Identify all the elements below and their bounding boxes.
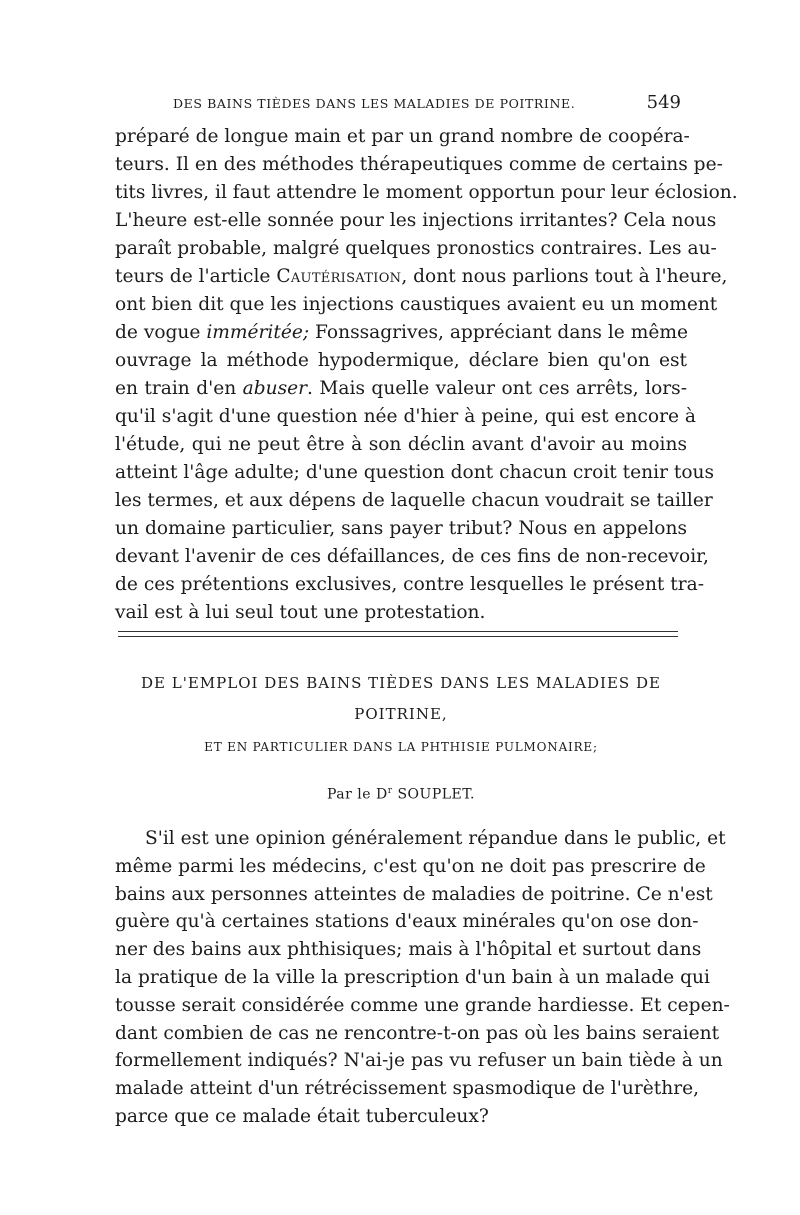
text-line: [115, 263, 728, 291]
text-segment: . Mais quelle valeur ont ces arrêts, lors-: [307, 378, 688, 399]
text-segment: en train d'en: [115, 378, 243, 399]
small-caps-term: Cautérisation: [276, 266, 402, 287]
text-line: de ces prétentions exclusives, contre lesquelles le présent tra-: [115, 574, 705, 595]
text-line: guère qu'à certaines stations d'eaux minérales qu'on ose don-: [115, 911, 699, 933]
text-line: un domaine particulier, sans payer tribut? Nous en appelons: [115, 518, 687, 539]
text-line: préparé de longue main et par un grand nombre de coopéra-: [115, 126, 690, 147]
text-line: formellement indiqués? N'ai-je pas vu refuser un bain tiède à un: [115, 1050, 723, 1072]
text-line: même parmi les médecins, c'est qu'on ne doit pas prescrire de: [115, 855, 706, 877]
byline-prefix: Par le D: [326, 786, 388, 803]
author-name: SOUPLET.: [392, 786, 475, 803]
text-line: devant l'avenir de ces défaillances, de ces fins de non-recevoir,: [115, 546, 709, 567]
italic-term: abuser: [242, 378, 308, 399]
text-line: tousse serait considérée comme une grande hardiesse. Et cepen-: [115, 994, 730, 1016]
author-byline: [115, 786, 687, 803]
text-line: qu'il s'agit d'une question née d'hier à peine, qui est encore à: [115, 406, 696, 427]
text-segment: Fonssagrives, appréciant dans le même: [309, 322, 688, 343]
text-segment: de vogue: [115, 322, 207, 343]
byline-superscript: r: [387, 786, 393, 796]
text-line: dant combien de cas ne rencontre-t-on pas où les bains seraient: [115, 1022, 720, 1044]
text-line: ont bien dit que les injections caustiques avaient eu un moment: [115, 294, 718, 315]
section-rule: [118, 631, 678, 632]
running-title: DES BAINS TIÈDES DANS LES MALADIES DE POITRINE.: [173, 96, 576, 111]
text-line: l'étude, qui ne peut être à son déclin avant d'avoir au moins: [115, 434, 687, 455]
text-line: teurs. Il en des méthodes thérapeutiques comme de certains pe-: [115, 154, 723, 175]
text-line: atteint l'âge adulte; d'une question dont chacun croit tenir tous: [115, 462, 715, 483]
article-title-line: DE L'EMPLOI DES BAINS TIÈDES DANS LES MALADIES DE: [141, 674, 661, 692]
running-head: [115, 92, 685, 116]
article-title: [115, 668, 687, 730]
text-segment: , dont nous parlions tout à l'heure,: [401, 266, 728, 287]
text-line: les termes, et aux dépens de laquelle chacun voudrait se tailler: [115, 490, 713, 511]
text-line: tits livres, il faut attendre le moment opportun pour leur éclosion.: [115, 182, 738, 203]
text-line: S'il est une opinion généralement répandue dans le public, et: [145, 828, 726, 849]
text-line: [115, 319, 687, 347]
article-paragraph: [115, 825, 730, 1131]
text-line: malade atteint d'un rétrécissement spasmodique de l'urèthre,: [115, 1078, 700, 1100]
text-line: vail est à lui seul tout une protestation.: [115, 602, 486, 623]
text-line: ner des bains aux phthisiques; mais à l'hôpital et surtout dans: [115, 939, 702, 961]
text-line: paraît probable, malgré quelques pronostics contraires. Les au-: [115, 238, 717, 259]
article-subtitle: ET EN PARTICULIER DANS LA PHTHISIE PULMONAIRE;: [204, 740, 598, 754]
text-line: parce que ce malade était tuberculeux?: [115, 1105, 489, 1127]
page-number: 549: [646, 92, 681, 113]
article-title-line: POITRINE,: [354, 705, 448, 723]
text-line: [115, 375, 687, 403]
text-segment: teurs de l'article: [115, 266, 277, 287]
paragraph-continuation: [115, 123, 738, 627]
text-line: L'heure est-elle sonnée pour les injections irritantes? Cela nous: [115, 210, 717, 231]
text-line: la pratique de la ville la prescription d'un bain à un malade qui: [115, 966, 710, 988]
section-rule: [118, 636, 678, 637]
text-line: ouvrage la méthode hypodermique, déclare bien qu'on est: [115, 350, 687, 371]
italic-term: imméritée;: [206, 322, 310, 343]
text-line: bains aux personnes atteintes de maladies de poitrine. Ce n'est: [115, 883, 713, 905]
